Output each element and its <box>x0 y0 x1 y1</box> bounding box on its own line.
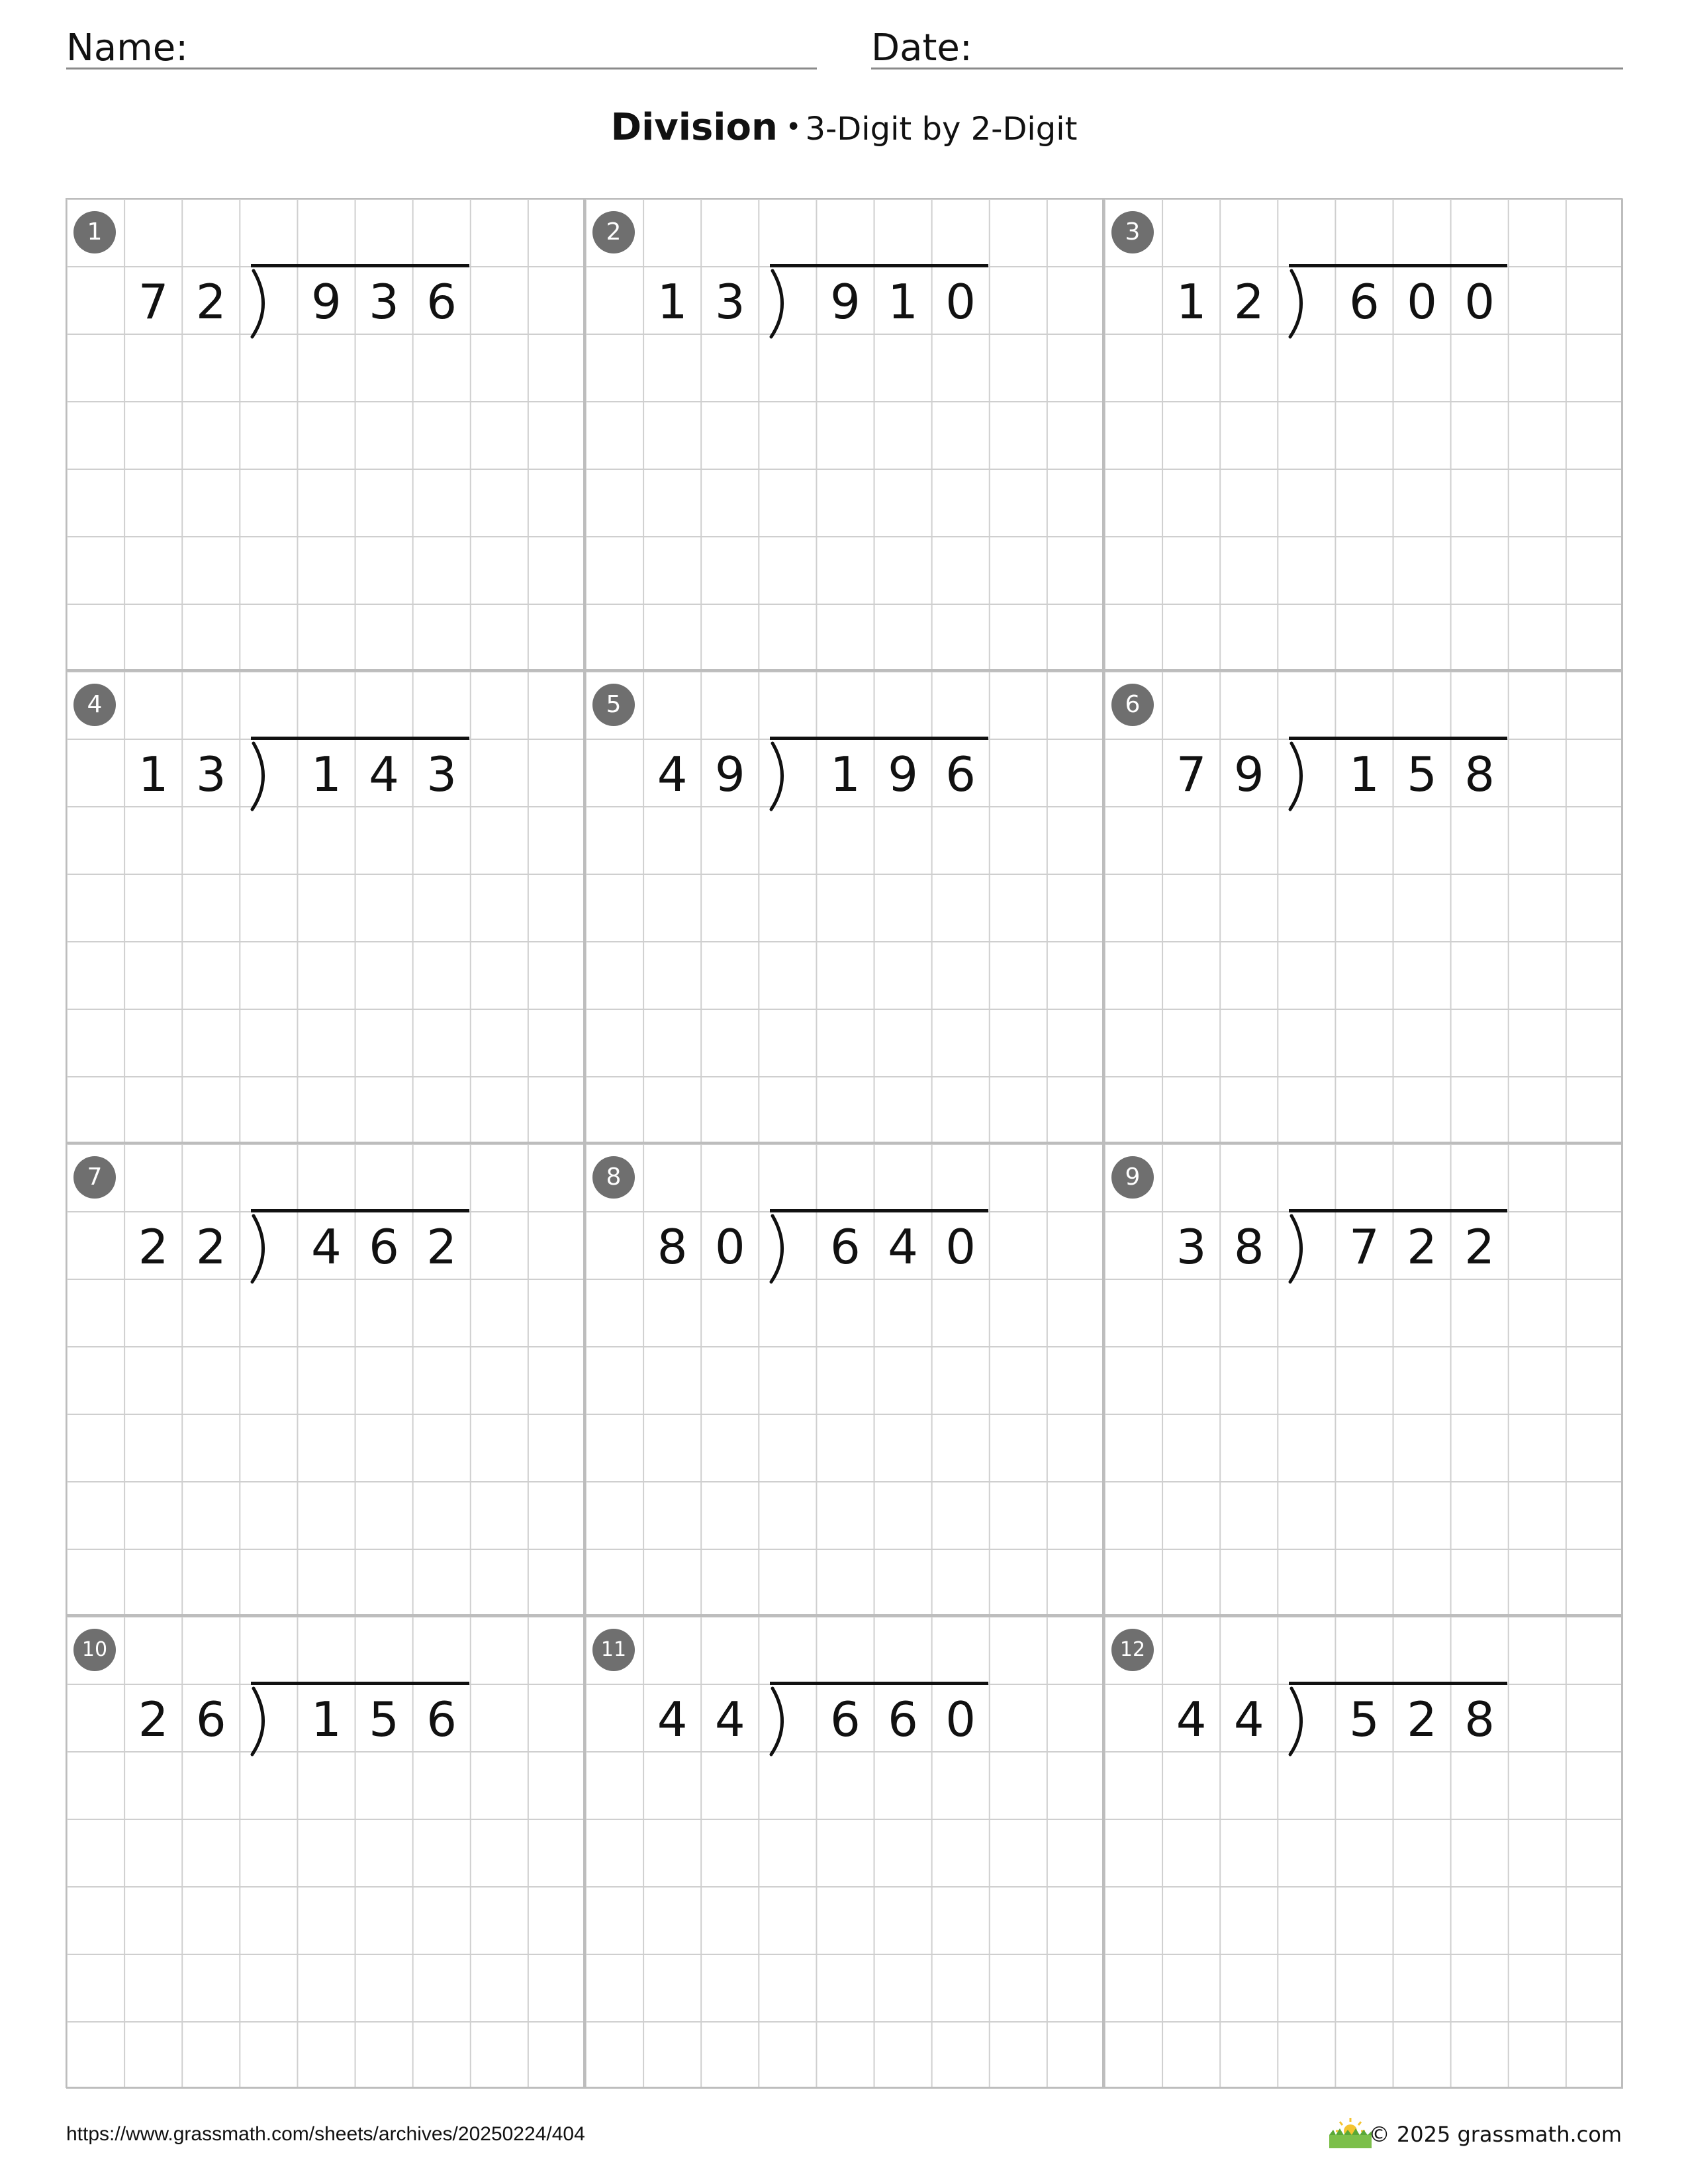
problem-cell <box>1103 670 1622 1143</box>
dividend-digit: 8 <box>1464 747 1495 802</box>
dividend-digit: 0 <box>1407 274 1437 330</box>
dividend-digit: 1 <box>888 274 918 330</box>
page-title <box>0 106 1688 149</box>
dividend-digit: 1 <box>830 747 861 802</box>
dividend-digit: 6 <box>830 1219 861 1275</box>
dividend-digit: 8 <box>1464 1692 1495 1747</box>
divisor-digit: 3 <box>1176 1219 1207 1275</box>
grass-sun-logo-icon <box>1327 2114 1374 2151</box>
divisor-digit: 4 <box>1233 1692 1264 1747</box>
problem-number-badge: 4 <box>73 684 116 726</box>
divisor-digit: 7 <box>138 274 169 330</box>
dividend-digit: 6 <box>426 1692 457 1747</box>
problem-number-badge: 3 <box>1111 211 1154 253</box>
division-bracket-icon <box>1284 1682 1336 1761</box>
problem-number-badge: 10 <box>73 1629 116 1671</box>
divisor-digit: 1 <box>657 274 688 330</box>
dividend-digit: 6 <box>426 274 457 330</box>
dividend-digit: 0 <box>945 274 976 330</box>
problem-grid <box>66 199 1623 2089</box>
dividend-digit: 2 <box>1407 1692 1437 1747</box>
dividend-digit: 6 <box>830 1692 861 1747</box>
dividend-digit: 2 <box>1407 1219 1437 1275</box>
division-bracket-icon <box>246 264 299 343</box>
divisor-digit: 4 <box>1176 1692 1207 1747</box>
division-bracket-icon <box>765 1209 818 1289</box>
division-bracket-icon <box>246 737 299 816</box>
divisor-digit: 4 <box>714 1692 745 1747</box>
name-label: Name: <box>66 26 189 69</box>
dividend-digit: 0 <box>945 1692 976 1747</box>
divisor-digit: 3 <box>195 747 226 802</box>
date-label: Date: <box>871 26 972 69</box>
problem-cell <box>1103 1615 1622 2088</box>
divisor-digit: 2 <box>138 1692 169 1747</box>
problem-cell <box>1103 198 1622 670</box>
problem-number-badge: 6 <box>1111 684 1154 726</box>
problem-number-badge: 2 <box>592 211 635 253</box>
dividend-digit: 5 <box>1349 1692 1380 1747</box>
problem-cell <box>585 1143 1103 1615</box>
problem-cell <box>585 1615 1103 2088</box>
divisor-digit: 3 <box>714 274 745 330</box>
dividend-digit: 9 <box>888 747 918 802</box>
dividend-digit: 1 <box>311 747 342 802</box>
footer-url: https://www.grassmath.com/sheets/archives/20250224/404 <box>66 2123 585 2145</box>
dividend-digit: 9 <box>311 274 342 330</box>
title-main: Division <box>610 106 778 149</box>
dividend-digit: 1 <box>311 1692 342 1747</box>
divisor-digit: 9 <box>714 747 745 802</box>
division-bracket-icon <box>765 264 818 343</box>
problem-cell <box>1103 1143 1622 1615</box>
divisor-digit: 2 <box>195 1219 226 1275</box>
division-bracket-icon <box>1284 264 1336 343</box>
dividend-digit: 2 <box>1464 1219 1495 1275</box>
dividend-digit: 0 <box>945 1219 976 1275</box>
dividend-digit: 7 <box>1349 1219 1380 1275</box>
divisor-digit: 1 <box>1176 274 1207 330</box>
dividend-digit: 1 <box>1349 747 1380 802</box>
problem-cell <box>585 198 1103 670</box>
divisor-digit: 0 <box>714 1219 745 1275</box>
problem-cell <box>585 670 1103 1143</box>
title-separator: • <box>785 112 802 142</box>
dividend-digit: 4 <box>311 1219 342 1275</box>
problem-cell <box>66 1615 585 2088</box>
problem-number-badge: 1 <box>73 211 116 253</box>
dividend-digit: 9 <box>830 274 861 330</box>
problem-number-badge: 11 <box>592 1629 635 1671</box>
footer-copyright: © 2025 grassmath.com <box>1368 2122 1622 2147</box>
division-bracket-icon <box>765 1682 818 1761</box>
division-bracket-icon <box>246 1209 299 1289</box>
date-line <box>871 68 1623 69</box>
dividend-digit: 5 <box>1407 747 1437 802</box>
divisor-digit: 7 <box>1176 747 1207 802</box>
dividend-digit: 0 <box>1464 274 1495 330</box>
problem-number-badge: 8 <box>592 1156 635 1199</box>
problem-cell <box>66 198 585 670</box>
divisor-digit: 9 <box>1233 747 1264 802</box>
divisor-digit: 8 <box>657 1219 688 1275</box>
division-bracket-icon <box>1284 1209 1336 1289</box>
division-bracket-icon <box>246 1682 299 1761</box>
problem-number-badge: 12 <box>1111 1629 1154 1671</box>
dividend-digit: 3 <box>369 274 399 330</box>
divisor-digit: 2 <box>195 274 226 330</box>
dividend-digit: 4 <box>888 1219 918 1275</box>
title-subtitle: 3-Digit by 2-Digit <box>805 111 1078 148</box>
problem-number-badge: 9 <box>1111 1156 1154 1199</box>
divisor-digit: 4 <box>657 1692 688 1747</box>
division-bracket-icon <box>1284 737 1336 816</box>
divisor-digit: 4 <box>657 747 688 802</box>
problem-number-badge: 5 <box>592 684 635 726</box>
dividend-digit: 6 <box>945 747 976 802</box>
division-bracket-icon <box>765 737 818 816</box>
divisor-digit: 2 <box>1233 274 1264 330</box>
dividend-digit: 3 <box>426 747 457 802</box>
dividend-digit: 6 <box>1349 274 1380 330</box>
dividend-digit: 6 <box>888 1692 918 1747</box>
dividend-digit: 2 <box>426 1219 457 1275</box>
name-line <box>66 68 817 69</box>
dividend-digit: 5 <box>369 1692 399 1747</box>
divisor-digit: 1 <box>138 747 169 802</box>
divisor-digit: 6 <box>195 1692 226 1747</box>
divisor-digit: 2 <box>138 1219 169 1275</box>
divisor-digit: 8 <box>1233 1219 1264 1275</box>
dividend-digit: 6 <box>369 1219 399 1275</box>
problem-cell <box>66 1143 585 1615</box>
problem-cell <box>66 670 585 1143</box>
problem-number-badge: 7 <box>73 1156 116 1199</box>
dividend-digit: 4 <box>369 747 399 802</box>
